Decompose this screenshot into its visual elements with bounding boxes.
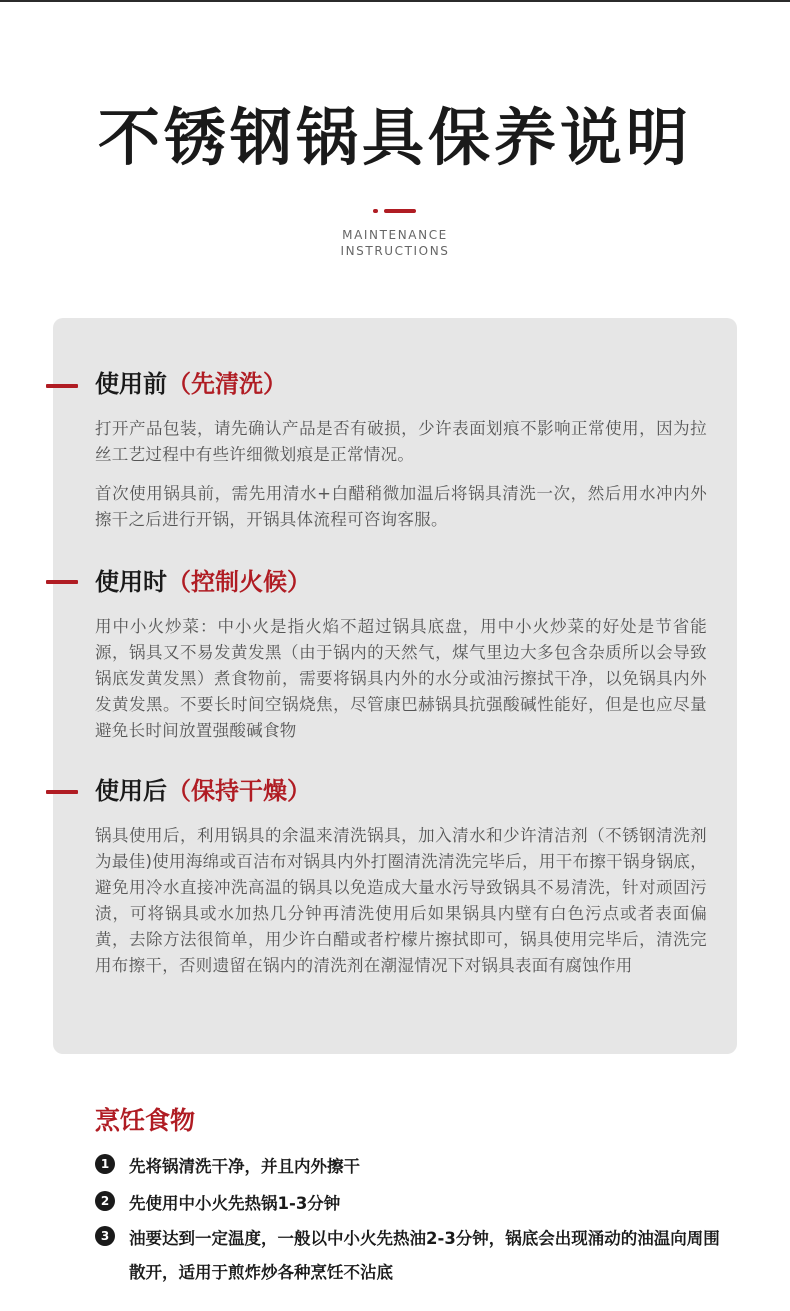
title-accent-bar [384, 209, 416, 213]
cooking-title: 烹饪食物 [95, 1106, 196, 1135]
step-text: 油要达到一定温度，一般以中小火先热油2-3分钟，锅底会出现涌动的油温向周围散开，适用于煎炸炒各种烹饪不沾底 [129, 1229, 720, 1282]
section-title-during-use [95, 566, 311, 598]
top-divider [0, 0, 790, 2]
section-title-after-use [95, 775, 311, 807]
subtitle-line-1: MAINTENANCE [342, 228, 448, 242]
section-dash-after [46, 790, 78, 794]
step-number-badge: 2 [95, 1191, 115, 1211]
section-dash-before [46, 384, 78, 388]
section-paragraph: 打开产品包装，请先确认产品是否有破损，少许表面划痕不影响正常使用，因为拉丝工艺过程中有些许细微划痕是正常情况。 [95, 419, 707, 464]
section-title-highlight: （控制火候） [167, 568, 311, 596]
step-text: 先将锅清洗干净，并且内外擦干 [129, 1157, 360, 1176]
title-accent-dot [373, 209, 378, 213]
step-number-badge: 3 [95, 1226, 115, 1246]
section-title-highlight: （先清洗） [167, 370, 287, 398]
subtitle-line-2: INSTRUCTIONS [340, 244, 450, 258]
section-paragraph: 锅具使用后，利用锅具的余温来清洗锅具，加入清水和少许清洁剂（不锈钢清洗剂为最佳)使用海绵或百洁布对锅具内外打圈清洗清洗完毕后，用干布擦干锅身锅底，避免用冷水直接冲洗高温的锅具以免造成大量水污导致锅具不易清洗，针对顽固污渍，可将锅具或水加热几分钟再清洗使用后如果锅具内壁有白色污点或者表面偏黄，去除方法很简单，用少许白醋或者柠檬片擦拭即可，锅具使用完毕后，清洗完用布擦干，否则遗留在锅内的清洗剂在潮湿情况下对锅具表面有腐蚀作用 [95, 826, 707, 975]
section-paragraph: 首次使用锅具前，需先用清水+白醋稍微加温后将锅具清洗一次，然后用水冲内外擦干之后进行开锅，开锅具体流程可咨询客服。 [95, 484, 707, 529]
section-paragraph: 用中小火炒菜：中小火是指火焰不超过锅具底盘，用中小火炒菜的好处是节省能源，锅具又不易发黄发黑（由于锅内的天然气，煤气里边大多包含杂质所以会导致锅底发黄发黑）煮食物前，需要将锅具内外的水分或油污擦拭干净，以免锅具内外发黄发黑。不要长时间空锅烧焦，尽管康巴赫锅具抗强酸碱性能好，但是也应尽量避免长时间放置强酸碱食物 [95, 617, 707, 740]
page-subtitle [0, 227, 790, 259]
step-number-badge: 1 [95, 1154, 115, 1174]
step-text: 先使用中小火先热锅1-3分钟 [129, 1194, 341, 1213]
section-title-main: 使用前 [95, 370, 167, 398]
section-title-highlight: （保持干燥） [167, 777, 311, 805]
section-title-main: 使用后 [95, 777, 167, 805]
section-dash-during [46, 580, 78, 584]
section-title-main: 使用时 [95, 568, 167, 596]
page-title: 不锈钢锅具保养说明 [97, 101, 692, 174]
section-title-before-use [95, 368, 287, 400]
